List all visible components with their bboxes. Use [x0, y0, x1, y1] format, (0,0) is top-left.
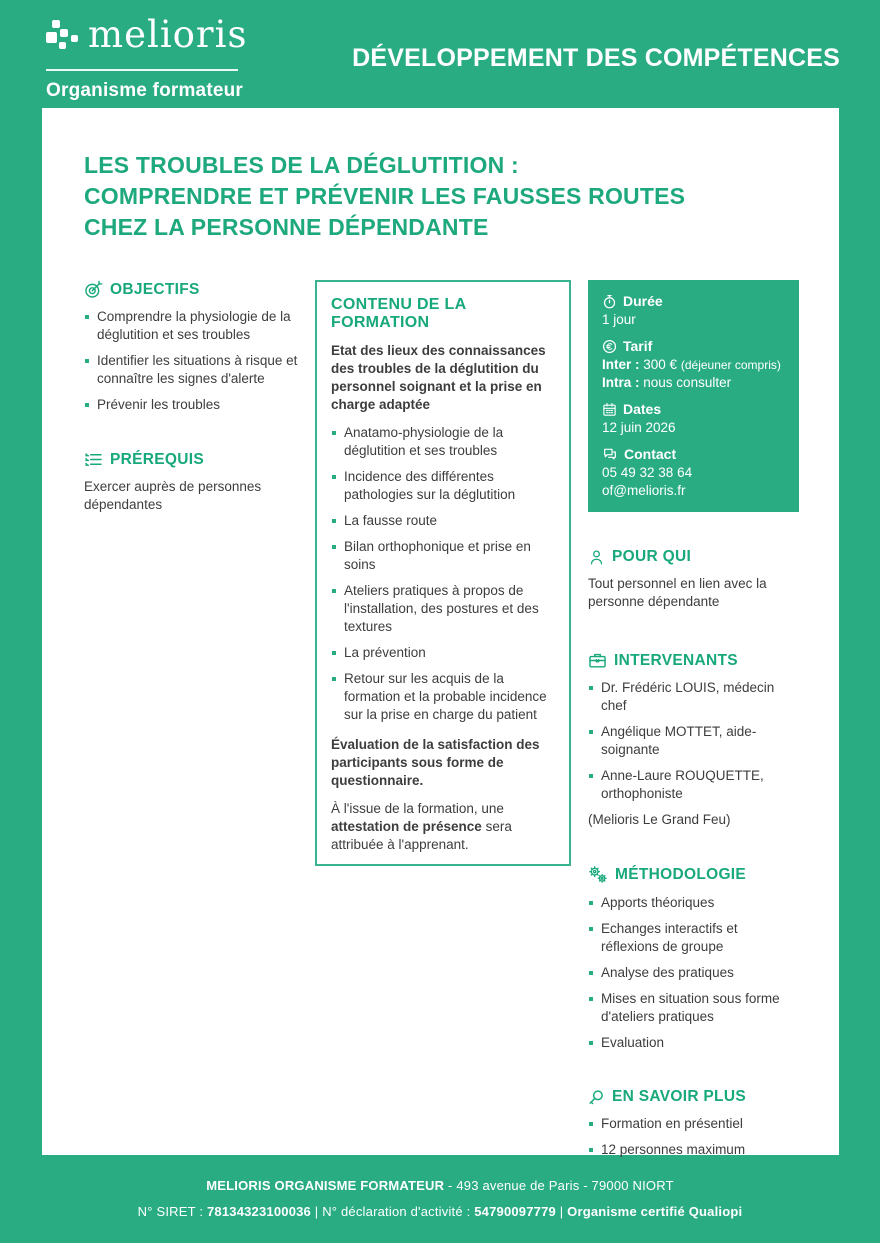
objectifs-item: Prévenir les troubles	[84, 396, 304, 414]
logo-block	[46, 13, 248, 102]
person-icon	[588, 549, 605, 566]
prerequis-heading: PRÉREQUIS	[110, 450, 204, 468]
methodologie-heading: MÉTHODOLOGIE	[615, 866, 747, 883]
objectifs-heading: OBJECTIFS	[110, 280, 200, 298]
contenu-attestation	[331, 800, 555, 854]
attestation-bold: attestation de présence	[331, 819, 482, 834]
gears-icon	[588, 865, 608, 885]
euro-icon	[602, 339, 617, 354]
info-box	[588, 280, 799, 512]
section-objectifs	[84, 280, 304, 414]
en-savoir-plus-item: Formation en présentiel	[588, 1115, 799, 1133]
intervenant-item: Angélique MOTTET, aide-soignante	[588, 723, 799, 759]
contenu-item: La prévention	[331, 644, 555, 662]
tarif-inter	[602, 356, 785, 374]
section-en-savoir-plus	[588, 1088, 799, 1159]
melioris-logo-icon	[46, 20, 80, 60]
tarif-label: Tarif	[623, 338, 653, 354]
banner-title: DÉVELOPPEMENT DES COMPÉTENCES	[352, 44, 840, 72]
footer-separator: |	[311, 1204, 323, 1219]
chat-bubbles-icon	[602, 446, 618, 462]
dates-label: Dates	[623, 401, 662, 417]
intervenants-heading: INTERVENANTS	[614, 651, 738, 669]
contenu-heading: CONTENU DE LA FORMATION	[331, 296, 466, 331]
infobox-tarif	[602, 338, 785, 392]
prerequis-text: Exercer auprès de personnes dépendantes	[84, 479, 262, 512]
tarif-intra	[602, 374, 785, 392]
footer-line-2	[0, 1204, 880, 1219]
contenu-item: Bilan orthophonique et prise en soins	[331, 538, 555, 574]
tarif-intra-label: Intra :	[602, 375, 640, 390]
contenu-item: La fausse route	[331, 512, 555, 530]
logo-subtitle: Organisme formateur	[46, 80, 244, 101]
infobox-contact	[602, 446, 785, 500]
methodologie-item: Evaluation	[588, 1034, 799, 1052]
infobox-duree	[602, 293, 785, 329]
contact-label: Contact	[624, 446, 677, 462]
contenu-item: Incidence des différentes pathologies sur la déglutition	[331, 468, 555, 504]
methodologie-item: Apports théoriques	[588, 894, 799, 912]
page-title-line: LES TROUBLES DE LA DÉGLUTITION :	[84, 152, 519, 178]
attestation-post: sera attribuée à l'apprenant.	[331, 819, 512, 852]
footer-decl-value: 54790097779	[474, 1204, 556, 1219]
column-right	[588, 280, 799, 1167]
calendar-icon	[602, 402, 617, 417]
column-middle	[315, 280, 571, 866]
footer-line-1	[0, 1178, 880, 1193]
footer-siret-value: 78134323100036	[206, 1204, 311, 1219]
page-title	[84, 150, 784, 243]
footer-qualiopi: Organisme certifié Qualiopi	[567, 1204, 743, 1219]
objectifs-item: Identifier les situations à risque et connaître les signes d'alerte	[84, 352, 304, 388]
intervenant-item: Dr. Frédéric LOUIS, médecin chef	[588, 679, 799, 715]
tarif-intra-value: nous consulter	[643, 375, 732, 390]
checklist-icon	[84, 450, 103, 469]
contenu-item: Anatamo-physiologie de la déglutition et ses troubles	[331, 424, 555, 460]
page-title-line: COMPRENDRE ET PRÉVENIR LES FAUSSES ROUTES	[84, 183, 686, 209]
objectifs-item: Comprendre la physiologie de la déglutition et ses troubles	[84, 308, 304, 344]
column-left	[84, 280, 304, 514]
pour-qui-heading: POUR QUI	[612, 548, 692, 565]
footer-org: MELIORIS ORGANISME FORMATEUR	[206, 1178, 445, 1193]
pour-qui-text: Tout personnel en lien avec la personne dépendante	[588, 576, 767, 609]
contenu-item: Retour sur les acquis de la formation et la probable incidence sur la prise en charge du patient	[331, 670, 555, 724]
section-intervenants	[588, 651, 799, 829]
footer-address: - 493 avenue de Paris - 79000 NIORT	[444, 1178, 674, 1193]
contenu-intro: Etat des lieux des connaissances des troubles de la déglutition du personnel soignant et la prise en charge adaptée	[331, 343, 546, 412]
footer-separator: |	[555, 1204, 568, 1219]
section-pour-qui	[588, 548, 799, 611]
methodologie-item: Mises en situation sous forme d'ateliers pratiques	[588, 990, 799, 1026]
footer-siret-label: N° SIRET :	[137, 1204, 207, 1219]
attestation-pre: À l'issue de la formation, une	[331, 801, 504, 816]
en-savoir-plus-heading: EN SAVOIR PLUS	[612, 1088, 746, 1105]
section-prerequis	[84, 450, 304, 514]
logo-text: melioris	[88, 13, 248, 56]
stopwatch-icon	[602, 294, 617, 309]
tarif-inter-label: Inter :	[602, 357, 640, 372]
section-contenu	[315, 280, 571, 866]
infobox-dates	[602, 401, 785, 437]
contenu-item: Ateliers pratiques à propos de l'installation, des postures et des textures	[331, 582, 555, 636]
magnifier-icon	[588, 1089, 605, 1106]
duree-value: 1 jour	[602, 312, 636, 327]
target-icon	[84, 280, 103, 299]
tarif-inter-note: (déjeuner compris)	[680, 358, 781, 372]
dates-value: 12 juin 2026	[602, 420, 676, 435]
page-title-line: CHEZ LA PERSONNE DÉPENDANTE	[84, 214, 489, 240]
contact-phone: 05 49 32 38 64	[602, 465, 693, 480]
intervenants-note: (Melioris Le Grand Feu)	[588, 812, 731, 827]
footer-decl-label: N° déclaration d'activité :	[322, 1204, 475, 1219]
contenu-evaluation: Évaluation de la satisfaction des participants sous forme de questionnaire.	[331, 737, 540, 788]
methodologie-item: Echanges interactifs et réflexions de groupe	[588, 920, 799, 956]
en-savoir-plus-item: 12 personnes maximum	[588, 1141, 799, 1159]
tarif-inter-value: 300 €	[643, 357, 678, 372]
intervenant-item: Anne-Laure ROUQUETTE, orthophoniste	[588, 767, 799, 803]
contact-email: of@melioris.fr	[602, 483, 686, 498]
document-page	[42, 108, 839, 1155]
logo-underline	[46, 69, 238, 71]
duree-label: Durée	[623, 293, 663, 309]
section-methodologie	[588, 865, 799, 1052]
methodologie-item: Analyse des pratiques	[588, 964, 799, 982]
briefcase-icon	[588, 651, 607, 670]
